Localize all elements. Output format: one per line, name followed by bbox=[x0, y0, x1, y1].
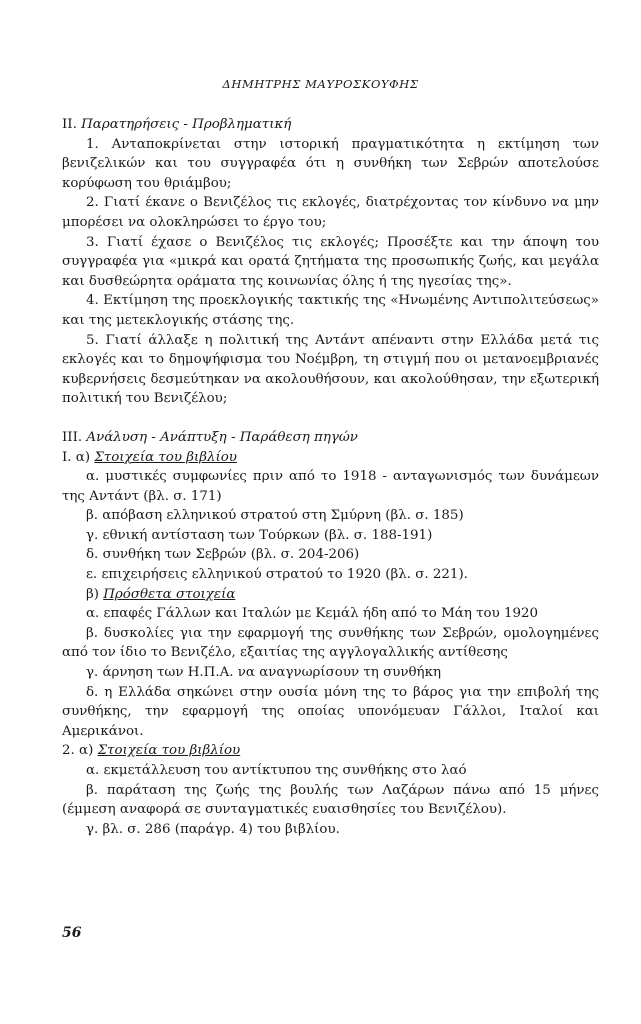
section-title: Παρατηρήσεις - Προβληματική bbox=[81, 117, 292, 132]
section-heading-ii bbox=[62, 115, 599, 135]
list-item: δ. συνθήκη των Σεβρών (βλ. σ. 204-206) bbox=[86, 547, 360, 563]
list-item: α. μυστικές συμφωνίες πριν από το 1918 - ανταγωνισμός των δυνάμεων της Αντάντ (βλ. σ. 171) bbox=[62, 469, 599, 504]
list-item: ε. επιχειρήσεις ελληνικού στρατού το 1920 (βλ. σ. 221). bbox=[86, 567, 468, 583]
list-item: γ. άρνηση των Η.Π.Α. να αναγνωρίσουν τη συνθήκη bbox=[86, 665, 441, 681]
list-item: δ. η Ελλάδα σηκώνει στην ουσία μόνη της το βάρος για την επιβολή της συνθήκης, την εφαρμογή της οποίας υπονόμευαν Γάλλοι, Ιταλοί και Αμερικάνοι. bbox=[62, 684, 599, 739]
section-number: II. bbox=[62, 117, 77, 132]
list-item: γ. βλ. σ. 286 (παράγρ. 4) του βιβλίου. bbox=[86, 821, 340, 837]
running-head: ΔΗΜΗΤΡΗΣ ΜΑΥΡΟΣΚΟΥΦΗΣ bbox=[222, 77, 419, 91]
section-number: III. bbox=[62, 429, 83, 445]
question-paragraph: 4. Εκτίμηση της προεκλογικής τακτικής της «Ηνωμένης Αντιπολιτεύσεως» και της μετεκλογικής στάσης της. bbox=[62, 293, 599, 328]
section-spacer bbox=[62, 409, 599, 428]
question-paragraph: 2. Γιατί έκανε ο Βενιζέλος τις εκλογές, διατρέχοντας τον κίνδυνο να μην μπορέσει να ολοκληρώσει το έργο του; bbox=[62, 195, 599, 230]
subsection-heading bbox=[62, 448, 599, 468]
subsection-heading bbox=[62, 585, 599, 605]
question-paragraph: 1. Ανταποκρίνεται στην ιστορική πραγματικότητα η εκτίμηση των βενιζελικών και του συγγραφέα ότι η συνθήκη των Σεβρών αποτελούσε κορύφωση του θριάμβου; bbox=[62, 136, 599, 191]
section-heading-iii bbox=[62, 428, 599, 448]
list-item: α. επαφές Γάλλων και Ιταλών με Κεμάλ ήδη από το Μάη του 1920 bbox=[86, 606, 539, 622]
subsection-label: I. α) bbox=[62, 449, 91, 465]
subsection-label: 2. α) bbox=[62, 743, 94, 759]
list-item: β. απόβαση ελληνικού στρατού στη Σμύρνη (βλ. σ. 185) bbox=[86, 508, 464, 524]
subsection-title: Στοιχεία του βιβλίου bbox=[97, 743, 241, 759]
subsection-label: β) bbox=[86, 586, 99, 602]
question-paragraph: 3. Γιατί έχασε ο Βενιζέλος τις εκλογές; Προσέξτε και την άποψη του συγγραφέα για «μικρά και ορατά ζητήματα της προσωπικής ζωής, και μεγάλα και δυσθεώρητα οράματα της κοινωνίας όλης ή της ηγεσίας της». bbox=[62, 234, 599, 289]
page-body bbox=[62, 115, 599, 839]
section-title: Ανάλυση - Ανάπτυξη - Παράθεση πηγών bbox=[86, 429, 358, 445]
page-number: 56 bbox=[62, 925, 82, 941]
subsection-title: Πρόσθετα στοιχεία bbox=[103, 586, 236, 602]
list-item: β. παράταση της ζωής της βουλής των Λαζάρων πάνω από 15 μήνες (έμμεση αναφορά σε συνταγματικές ευαισθησίες του Βενιζέλου). bbox=[62, 782, 599, 818]
subsection-heading bbox=[62, 741, 599, 761]
subsection-title: Στοιχεία του βιβλίου bbox=[94, 449, 237, 465]
list-item: γ. εθνική αντίσταση των Τούρκων (βλ. σ. 188-191) bbox=[86, 527, 433, 543]
list-item: α. εκμετάλλευση του αντίκτυπου της συνθήκης στο λαό bbox=[86, 763, 467, 778]
list-item: β. δυσκολίες για την εφαρμογή της συνθήκης των Σεβρών, ομολογημένες από τον ίδιο το Βενιζέλο, εξαιτίας της αγγλογαλλικής αντίθεσης bbox=[62, 625, 599, 661]
question-paragraph: 5. Γιατί άλλαξε η πολιτική της Αντάντ απέναντι στην Ελλάδα μετά τις εκλογές και το δημοψήφισμα του Νοέμβρη, τη στιγμή που οι μετανοεμβριανές κυβερνήσεις δεσμεύτηκαν να ακολουθήσουν, και ακολούθησαν, την εξωτερική πολιτική του Βενιζέλου; bbox=[62, 332, 599, 407]
